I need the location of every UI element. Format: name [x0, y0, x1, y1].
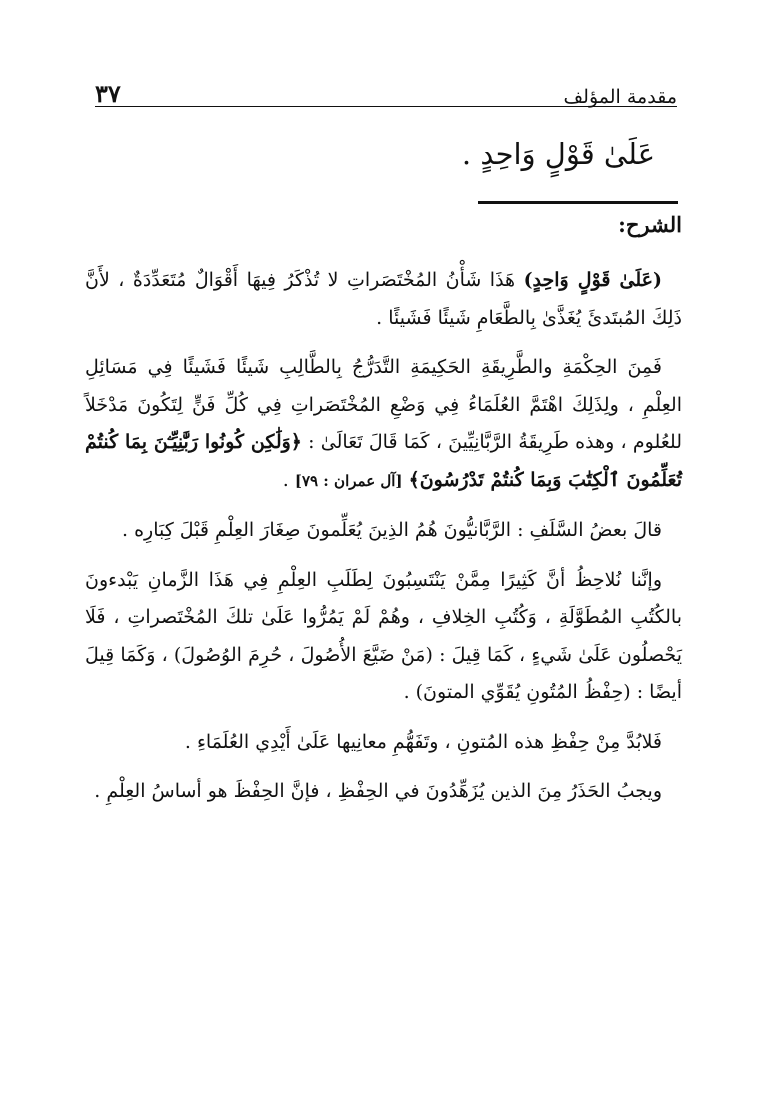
sharh-heading: الشرح:: [618, 212, 682, 237]
chapter-title: مقدمة المؤلف: [563, 86, 677, 108]
paragraph-1: [85, 262, 682, 337]
paragraph-5: فَلابُدَّ مِنْ حِفْظِ هذه المُتونِ ، وتَفَهُّمِ معانِيها عَلَىٰ أَيْدِي العُلَمَاءِ .: [184, 730, 662, 753]
verse-citation: [آل عمران : ٧٩]: [294, 471, 403, 490]
matn-text: عَلَىٰ قَوْلٍ وَاحِدٍ .: [461, 137, 655, 171]
paragraph-6: ويجبُ الحَذَرُ مِنَ الذين يُزَهِّدُونَ في الحِفْظِ ، فإنَّ الحِفْظَ هو أساسُ العِلْمِ .: [94, 780, 662, 802]
paragraph-3: قالَ بعضُ السَّلَفِ : الرَّبَّانيُّونَ هُمُ الذِينَ يُعَلِّمونَ صِغَارَ العِلْمِ قَبْلَ كِبَارِه .: [121, 519, 662, 541]
running-header: [95, 72, 677, 108]
quran-verse: ﴿وَلَٰكِن كُونُوا رَبَّٰنِيِّـۧنَ بِمَا كُنتُمْ تُعَلِّمُونَ ٱلْكِتَٰبَ وَبِمَا كُنتُمْ تَدْرُسُونَ﴾: [85, 431, 682, 491]
quoted-matn: (عَلَىٰ قَوْلٍ وَاحِدٍ): [523, 269, 662, 291]
commentary-body: [85, 262, 682, 823]
section-divider: [478, 201, 678, 204]
header-divider: [95, 106, 677, 107]
paragraph-2: [85, 349, 682, 500]
page-number: ٣٧: [95, 79, 121, 108]
paragraph-4: وإنَّنا نُلاحِظُ أنَّ كَثِيرًا مِمَّنْ يَنْتَسِبُونَ لِطَلَبِ العِلْمِ فِي هَذَا الزَّمانِ يَبْدءونَ بالكُتُبِ المُطَوَّلَةِ ، وَكُتُبِ الخِلافِ ، وهُمْ لَمْ يَمُرُّوا عَلَىٰ تلكَ المُخْتَصراتِ ، فَلَا يَحْصلُون عَلَىٰ شَيءٍ ، كَمَا قِيلَ : (مَنْ ضَيَّعَ الأُصُولَ ، حُرِمَ الوُصُولَ) ، وَكَمَا قِيلَ أيضًا : (حِفْظُ المُتُونِ يُقَوِّي المتونَ) .: [85, 568, 682, 703]
paragraph-2-end: .: [282, 468, 295, 491]
paragraph-2-text: فَمِنَ الحِكْمَةِ والطَّرِيقَةِ الحَكِيمَةِ التَّدَرُّجُ بِالطَّالِبِ شَيئًا فَشَيئًا فِي مَسَائِلِ العِلْمِ ، ولِذَلِكَ اهْتَمَّ العُلَمَاءُ فِي وَضْعِ المُخْتَصَراتِ فِي كُلِّ فَنٍّ لِتَكُونَ مَدْخَلاً للعُلوم ، وهذه طَرِيقَةُ الرَّبَّانِيِّينَ ، كَمَا قَالَ تَعَالَىٰ :: [85, 356, 682, 453]
paragraph-1-text: هَذَا شَأْنُ المُخْتَصَراتِ لا تُذْكَرُ فِيهَا أَقْوَالٌ مُتَعَدِّدَةٌ ، لأَنَّ ذَلِكَ المُبتَدئَ يُغَذَّىٰ بِالطَّعَامِ شَيئًا فَشَيئًا .: [85, 269, 682, 329]
